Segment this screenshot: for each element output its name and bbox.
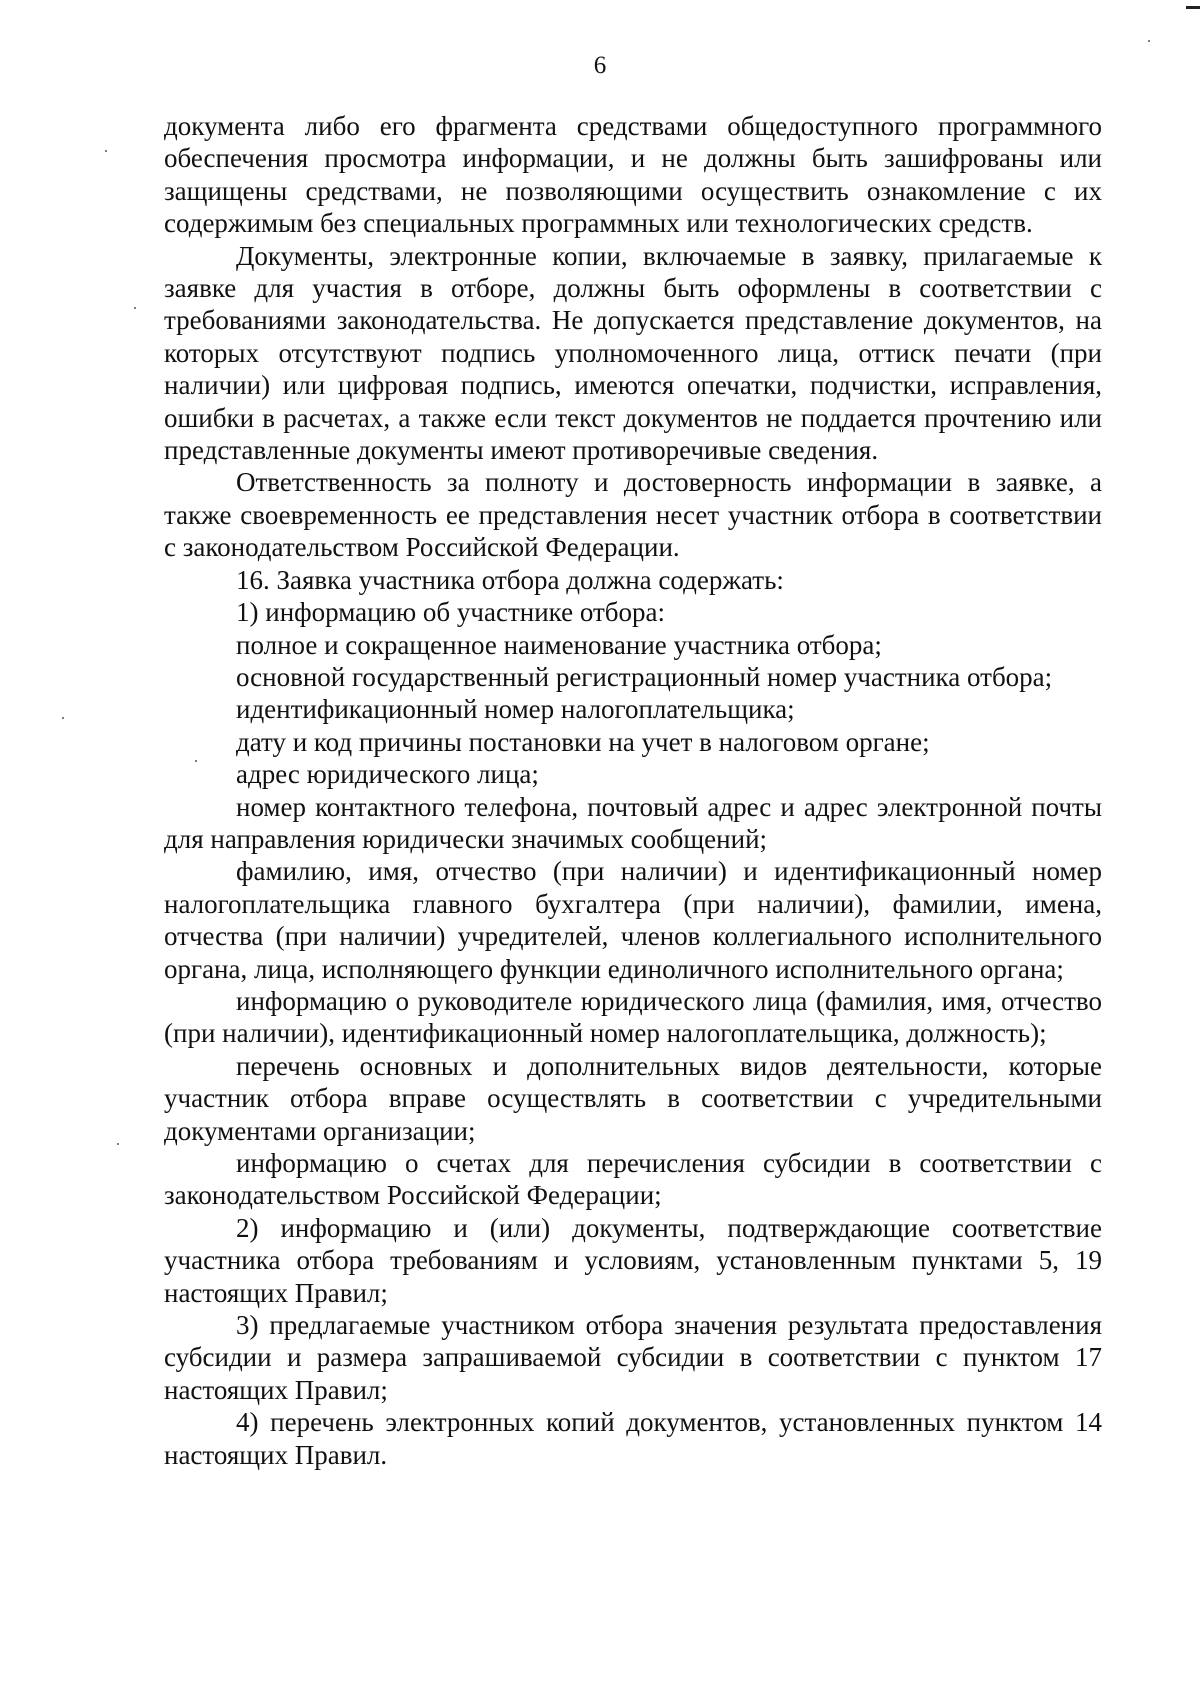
paragraph-subitem-3: 3) предлагаемые участником отбора значения результата предоставления субсидии и размера запрашиваемой субсидии в соответствии с пунктом 17 настоящих Правил; [164, 1310, 1102, 1405]
paragraph-activities: перечень основных и дополнительных видов деятельности, которые участник отбора вправе осуществлять в соответствии с учредительными документами организации; [164, 1050, 1102, 1146]
paragraph-responsibility: Ответственность за полноту и достоверность информации в заявке, а также своевременность ее представления несет участник отбора в соответствии с законодательством Российской Федерации. [164, 467, 1102, 563]
paragraph-director: информацию о руководителе юридического лица (фамилия, имя, отчество (при наличии), идентификационный номер налогоплательщика, должность); [164, 985, 1102, 1049]
scan-speck [62, 717, 64, 719]
paragraph-accounts: информацию о счетах для перечисления субсидии в соответствии с законодательством Российской Федерации; [164, 1148, 1102, 1211]
scan-speck [117, 1143, 119, 1145]
scan-speck [1148, 40, 1150, 42]
document-body [164, 110, 1102, 1471]
paragraph-continuation: документа либо его фрагмента средствами общедоступного программного обеспечения просмотра информации, и не должны быть зашифрованы или защищены средствами, не позволяющими осуществить ознакомление с их содержимым без специальных программных или технологических средств. [164, 111, 1102, 239]
paragraph-ogrn: основной государственный регистрационный номер участника отбора; [236, 661, 1053, 692]
paragraph-contacts: номер контактного телефона, почтовый адрес и адрес электронной почты для направления юридически значимых сообщений; [164, 791, 1102, 854]
paragraph-item-16: 16. Заявка участника отбора должна содержать: [236, 564, 784, 595]
paragraph-full-name: полное и сокращенное наименование участника отбора; [236, 629, 882, 660]
paragraph-subitem-1: 1) информацию об участнике отбора: [236, 597, 666, 628]
paragraph-kpp: дату и код причины постановки на учет в налоговом органе; [236, 726, 930, 757]
paragraph-documents-requirements: Документы, электронные копии, включаемые в заявку, прилагаемые к заявке для участия в отборе, должны быть оформлены в соответствии с требованиями законодательства. Не допускается представление документов, на которых отсутствуют подпись уполномоченного лица, оттиск печати (при наличии) или цифровая подпись, имеются опечатки, подчистки, исправления, ошибки в расчетах, а также если текст документов не поддается прочтению или представленные документы имеют противоречивые сведения. [164, 240, 1102, 466]
scan-speck [134, 307, 136, 309]
paragraph-inn: идентификационный номер налогоплательщика; [236, 694, 795, 725]
paragraph-subitem-2: 2) информацию и (или) документы, подтверждающие соответствие участника отбора требованиям и условиям, установленным пунктами 5, 19 настоящих Правил; [164, 1212, 1102, 1308]
paragraph-legal-address: адрес юридического лица; [236, 759, 539, 790]
page-number: 6 [593, 52, 607, 79]
paragraph-accountant-founders: фамилию, имя, отчество (при наличии) и идентификационный номер налогоплательщика главного бухгалтера (при наличии), фамилии, имена, отчества (при наличии) учредителей, членов коллегиального исполнительного органа, лица, исполняющего функции единоличного исполнительного органа; [164, 856, 1102, 984]
scan-speck [105, 150, 107, 152]
paragraph-subitem-4: 4) перечень электронных копий документов, установленных пунктом 14 настоящих Правил. [164, 1407, 1102, 1470]
scan-edge-mark [1186, 6, 1200, 9]
